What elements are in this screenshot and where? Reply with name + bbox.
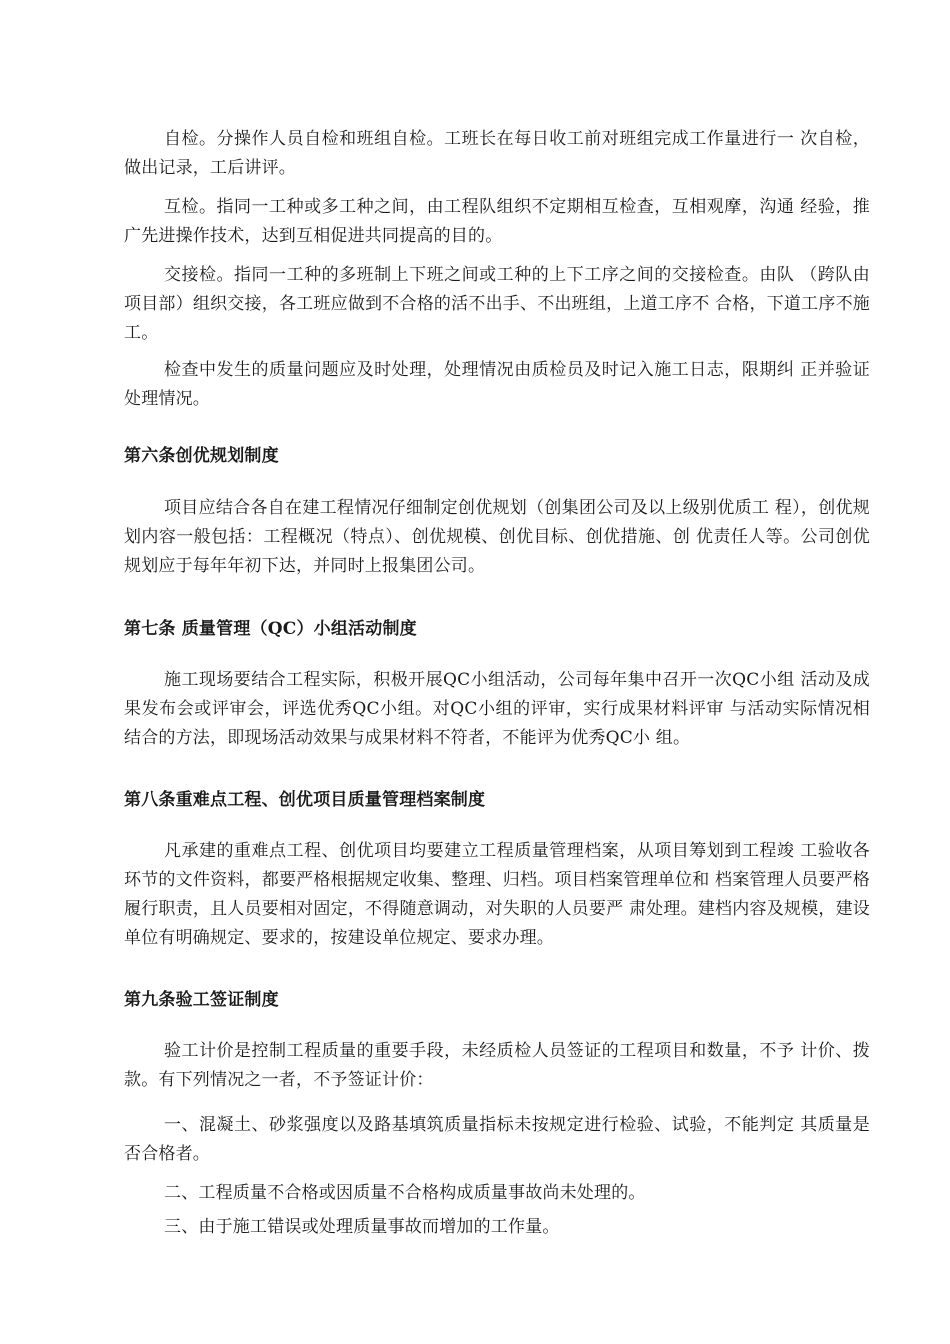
section-9-item-1: 一、混凝土、砂浆强度以及路基填筑质量指标未按规定进行检验、试验，不能判定 其质量是否合格者。	[124, 1115, 870, 1164]
section-9-body: 验工计价是控制工程质量的重要手段，未经质检人员签证的工程项目和数量，不予 计价、拨款。有下列情况之一者，不予签证计价：	[124, 1041, 870, 1090]
section-6-title: 第六条创优规划制度	[124, 446, 279, 466]
section-7-body: 施工现场要结合工程实际，积极开展QC小组活动，公司每年集中召开一次QC小组 活动及成果发布会或评审会，评选优秀QC小组。对QC小组的评审，实行成果材料评审 与活动实际情况相结合的方法，即现场活动效果与成果材料不符者，不能评为优秀QC小 组。	[124, 670, 870, 748]
section-9-item-3: 三、由于施工错误或处理质量事故而增加的工作量。	[164, 1217, 560, 1237]
section-9-title: 第九条验工签证制度	[124, 990, 279, 1010]
section-9-item-2: 二、工程质量不合格或因质量不合格构成质量事故尚未处理的。	[164, 1183, 646, 1203]
paragraph-self-inspection: 自检。分操作人员自检和班组自检。工班长在每日收工前对班组完成工作量进行一 次自检，做出记录，工后讲评。	[124, 129, 870, 178]
section-7-title: 第七条 质量管理（QC）小组活动制度	[124, 619, 417, 639]
section-6-body: 项目应结合各自在建工程情况仔细制定创优规划（创集团公司及以上级别优质工 程），创优规划内容一般包括：工程概况（特点）、创优规模、创优目标、创优措施、创 优责任人等。公司创优规划应于每年年初下达，并同时上报集团公司。	[124, 498, 870, 576]
section-8-title: 第八条重难点工程、创优项目质量管理档案制度	[124, 790, 486, 810]
paragraph-mutual-inspection: 互检。指同一工种或多工种之间，由工程队组织不定期相互检查，互相观摩，沟通 经验，推广先进操作技术，达到互相促进共同提高的目的。	[124, 197, 870, 246]
section-8-body: 凡承建的重难点工程、创优项目均要建立工程质量管理档案，从项目筹划到工程竣 工验收各环节的文件资料，都要严格根据规定收集、整理、归档。项目档案管理单位和 档案管理人员要严格履行职责，且人员要相对固定，不得随意调动，对失职的人员要严 肃处理。建档内容及规模，建设单位有明确规定、要求的，按建设单位规定、要求办理。	[124, 841, 870, 948]
paragraph-handover-inspection: 交接检。指同一工种的多班制上下班之间或工种的上下工序之间的交接检查。由队 （跨队由项目部）组织交接，各工班应做到不合格的活不出手、不出班组，上道工序不 合格，下道工序不施工。	[124, 265, 870, 343]
paragraph-problem-handling: 检查中发生的质量问题应及时处理，处理情况由质检员及时记入施工日志，限期纠 正并验证处理情况。	[124, 360, 870, 409]
